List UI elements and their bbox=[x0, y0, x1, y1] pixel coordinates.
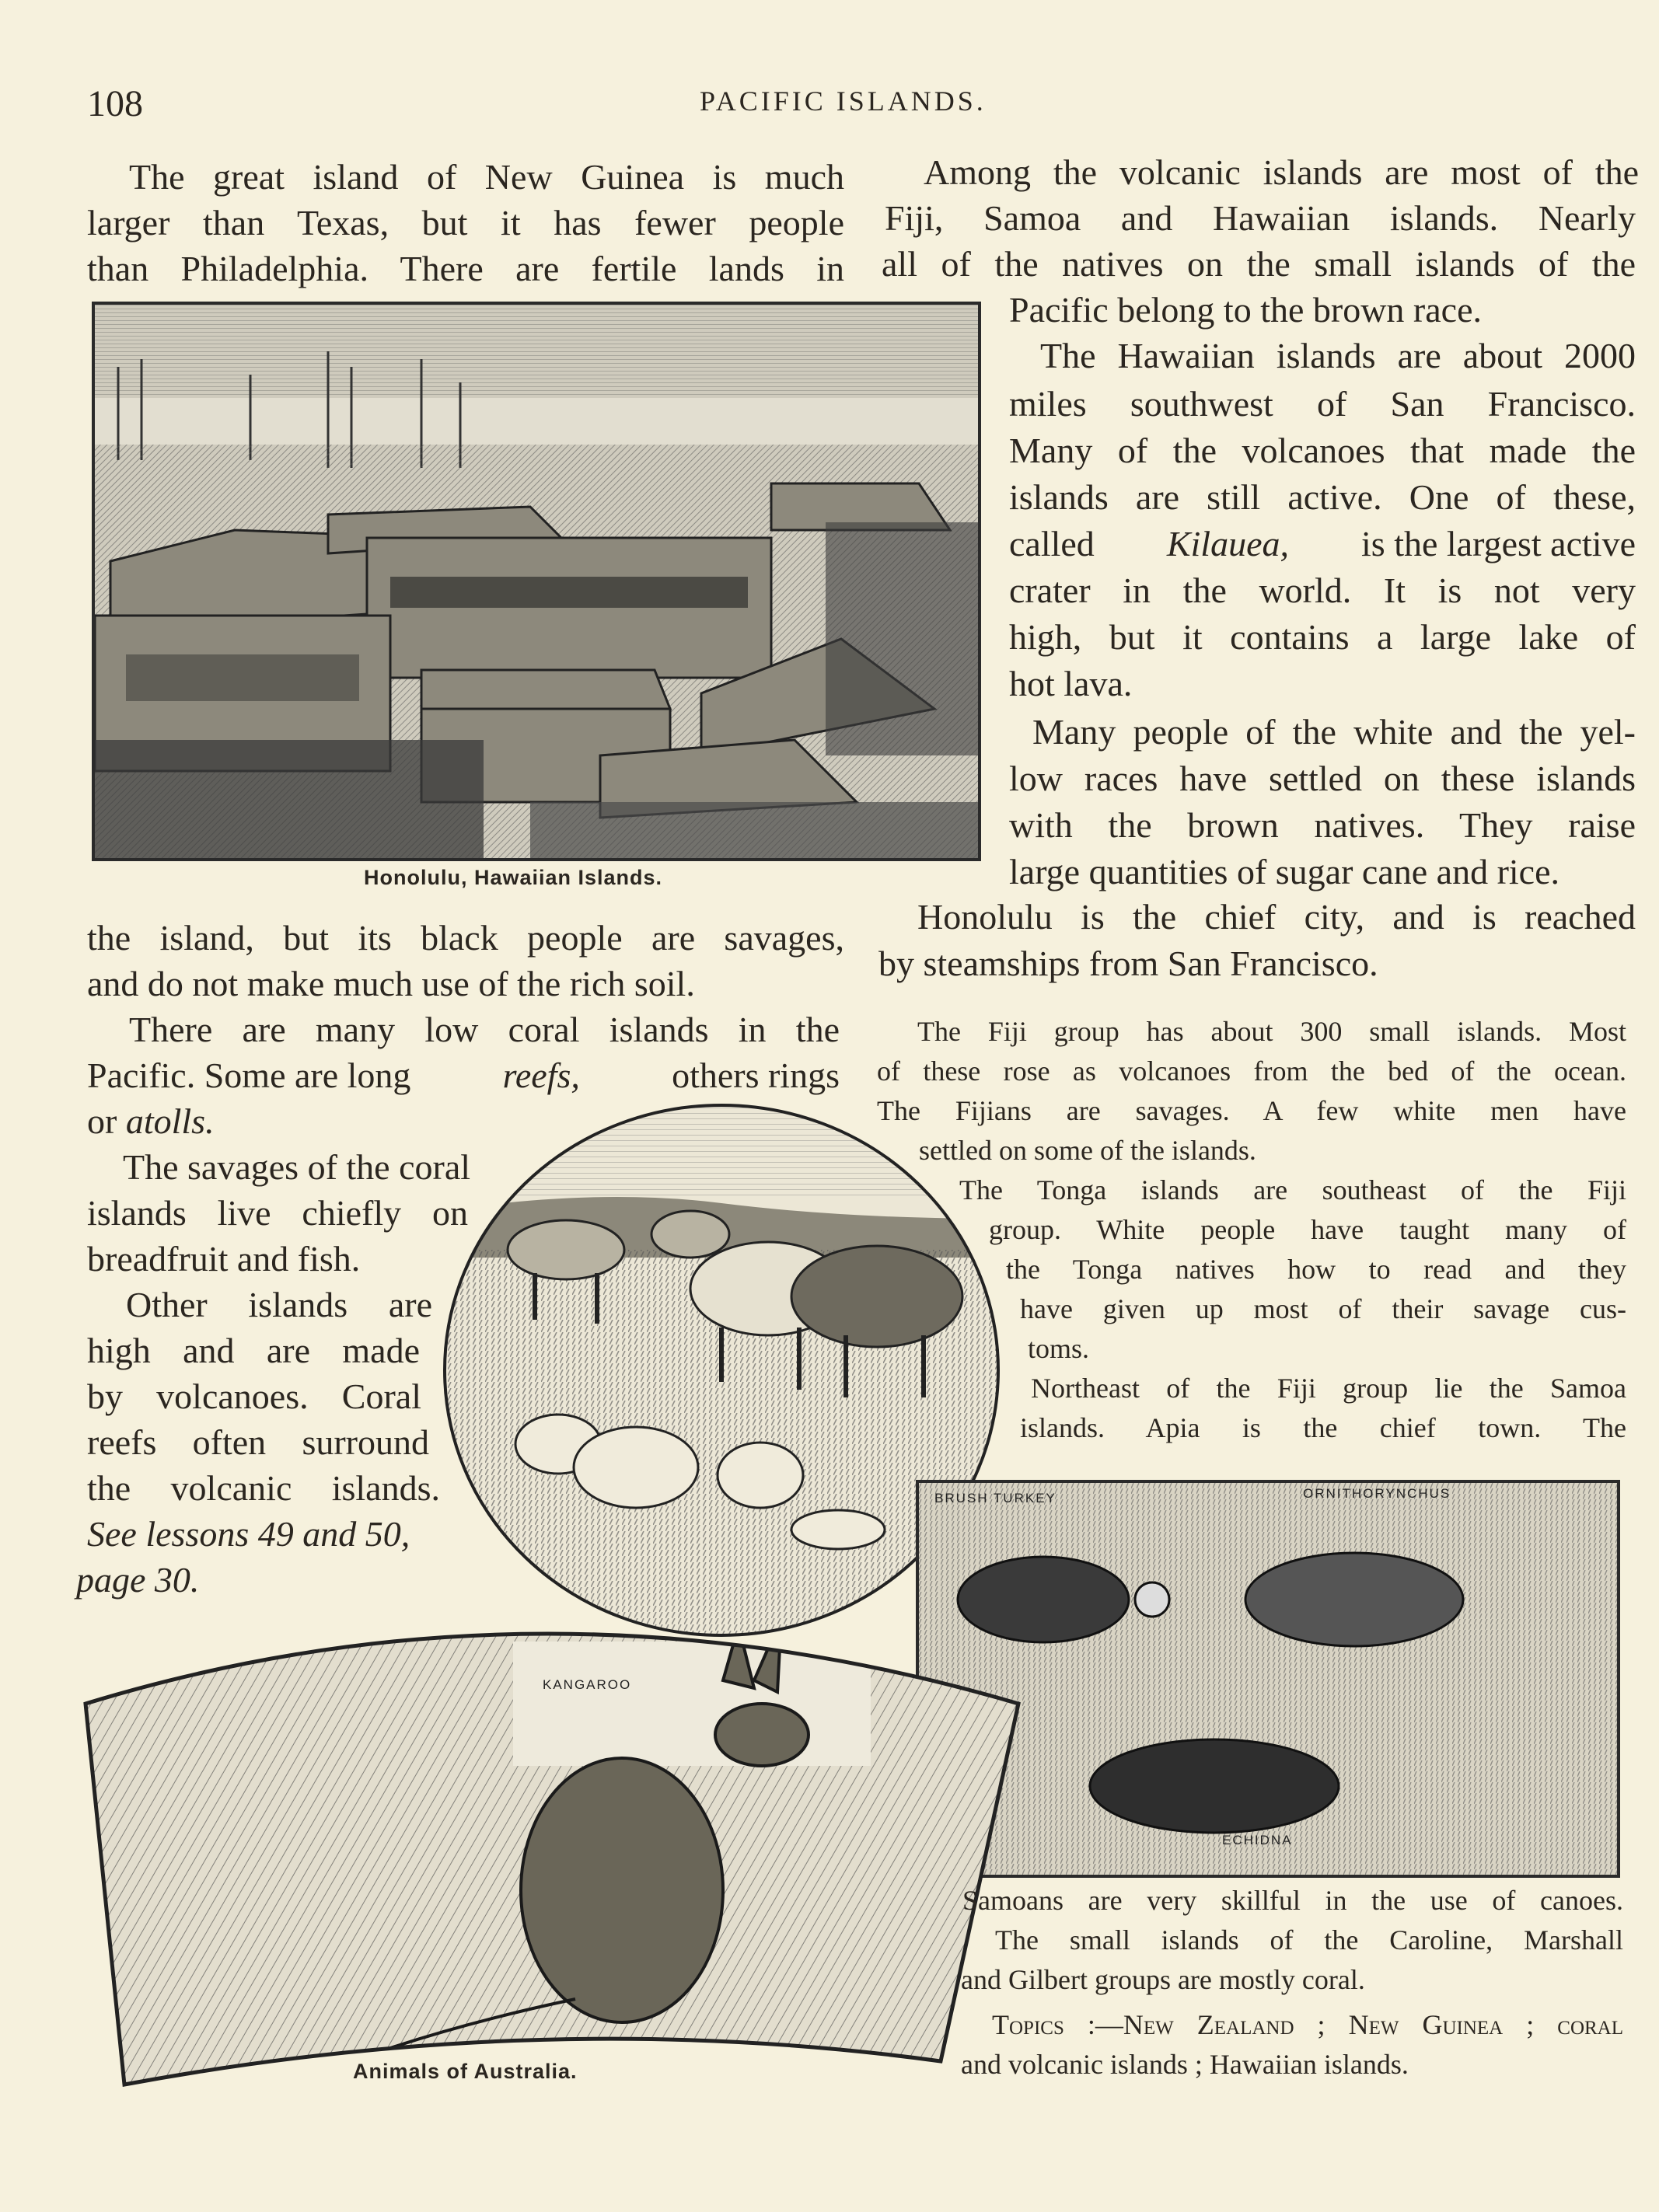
text-italic: reefs, bbox=[502, 1055, 580, 1095]
text-line: Fiji, Samoa and Hawaiian islands. Nearly bbox=[885, 198, 1636, 238]
text-line: larger than Texas, but it has fewer people bbox=[87, 203, 844, 242]
honolulu-illustration bbox=[92, 302, 981, 861]
text-line bbox=[1009, 521, 1636, 567]
text-line-italic: page 30. bbox=[76, 1560, 200, 1600]
small-text-line: Samoans are very skillful in the use of canoes. bbox=[962, 1885, 1623, 1916]
text-line: reefs often surround bbox=[87, 1422, 429, 1462]
text-line: miles southwest of San Francisco. bbox=[1009, 384, 1636, 424]
small-text-line: group. White people have taught many of bbox=[989, 1214, 1626, 1245]
text-line: crater in the world. It is not very bbox=[1009, 570, 1636, 610]
text-line: The great island of New Guinea is much bbox=[129, 157, 844, 197]
small-text-line: islands. Apia is the chief town. The bbox=[1020, 1412, 1626, 1443]
text-line: breadfruit and fish. bbox=[87, 1239, 361, 1279]
text-line bbox=[87, 1098, 215, 1145]
text-line: by volcanoes. Coral bbox=[87, 1376, 421, 1416]
page-number: 108 bbox=[87, 83, 143, 124]
ornithorynchus-label: ORNITHORYNCHUS bbox=[1303, 1486, 1451, 1501]
text-line: low races have settled on these islands bbox=[1009, 759, 1636, 798]
topics-line: and volcanic islands ; Hawaiian islands. bbox=[961, 2049, 1409, 2080]
text-line: Many of the volcanoes that made the bbox=[1009, 431, 1636, 470]
echidna-label: ECHIDNA bbox=[1222, 1833, 1293, 1847]
text-line: than Philadelphia. There are fertile lands in bbox=[87, 249, 844, 288]
text-line: Many people of the white and the yel- bbox=[1032, 712, 1636, 752]
small-text-line: The small islands of the Caroline, Marshall bbox=[995, 1924, 1623, 1956]
small-text-line: and Gilbert groups are mostly coral. bbox=[961, 1964, 1365, 1995]
text-line: islands live chiefly on bbox=[87, 1193, 468, 1233]
small-text-line: The Tonga islands are southeast of the Fiji bbox=[959, 1174, 1626, 1205]
small-text-line: have given up most of their savage cus- bbox=[1020, 1293, 1626, 1324]
topics-line: Topics :—New Zealand ; New Guinea ; coral bbox=[992, 2009, 1623, 2040]
small-text-line: The Fiji group has about 300 small islands. Most bbox=[917, 1016, 1626, 1047]
kangaroo-illustration bbox=[78, 1595, 1026, 2092]
text-italic: atolls. bbox=[125, 1101, 215, 1141]
text-line: with the brown natives. They raise bbox=[1009, 805, 1636, 845]
text-line: islands are still active. One of these, bbox=[1009, 477, 1636, 517]
text-fragment: Pacific. Some are long bbox=[87, 1055, 411, 1095]
text-line: Pacific belong to the brown race. bbox=[1009, 290, 1482, 330]
text-line: the volcanic islands. bbox=[87, 1468, 440, 1508]
text-line: by steamships from San Francisco. bbox=[878, 944, 1378, 983]
text-line: high, but it contains a large lake of bbox=[1009, 617, 1636, 657]
kangaroo-label: KANGAROO bbox=[543, 1677, 632, 1692]
text-fragment: others rings bbox=[672, 1055, 840, 1095]
small-text-line: Northeast of the Fiji group lie the Samoa bbox=[1031, 1373, 1626, 1404]
small-text-line: settled on some of the islands. bbox=[919, 1135, 1256, 1166]
small-text-line: the Tonga natives how to read and they bbox=[1006, 1254, 1626, 1285]
text-line bbox=[87, 1052, 840, 1099]
text-line: hot lava. bbox=[1009, 664, 1133, 703]
text-fragment: is the largest active bbox=[1361, 524, 1636, 563]
running-title: PACIFIC ISLANDS. bbox=[700, 85, 987, 117]
text-fragment: called bbox=[1009, 524, 1095, 563]
text-fragment: or bbox=[87, 1101, 117, 1141]
text-line: Among the volcanic islands are most of the bbox=[924, 152, 1639, 192]
text-line: and do not make much use of the rich soil. bbox=[87, 964, 695, 1003]
honolulu-caption: Honolulu, Hawaiian Islands. bbox=[364, 866, 663, 889]
text-line: The Hawaiian islands are about 2000 bbox=[1040, 336, 1636, 375]
small-text-line: toms. bbox=[1028, 1333, 1090, 1364]
text-italic: Kilauea, bbox=[1166, 524, 1289, 563]
text-line: Other islands are bbox=[126, 1285, 432, 1324]
text-line: large quantities of sugar cane and rice. bbox=[1009, 852, 1560, 891]
text-line: high and are made bbox=[87, 1331, 420, 1370]
brush-turkey-label: BRUSH TURKEY bbox=[934, 1491, 1057, 1505]
text-line-italic: See lessons 49 and 50, bbox=[87, 1514, 410, 1554]
text-line: Honolulu is the chief city, and is reached bbox=[917, 897, 1636, 937]
text-line: There are many low coral islands in the bbox=[129, 1010, 840, 1049]
text-line: all of the natives on the small islands of the bbox=[882, 244, 1636, 284]
australia-caption: Animals of Australia. bbox=[353, 2060, 578, 2083]
text-line: the island, but its black people are savages, bbox=[87, 918, 844, 958]
text-line: The savages of the coral bbox=[123, 1147, 471, 1187]
small-text-line: The Fijians are savages. A few white men have bbox=[877, 1095, 1626, 1126]
small-text-line: of these rose as volcanoes from the bed of the ocean. bbox=[877, 1055, 1626, 1087]
